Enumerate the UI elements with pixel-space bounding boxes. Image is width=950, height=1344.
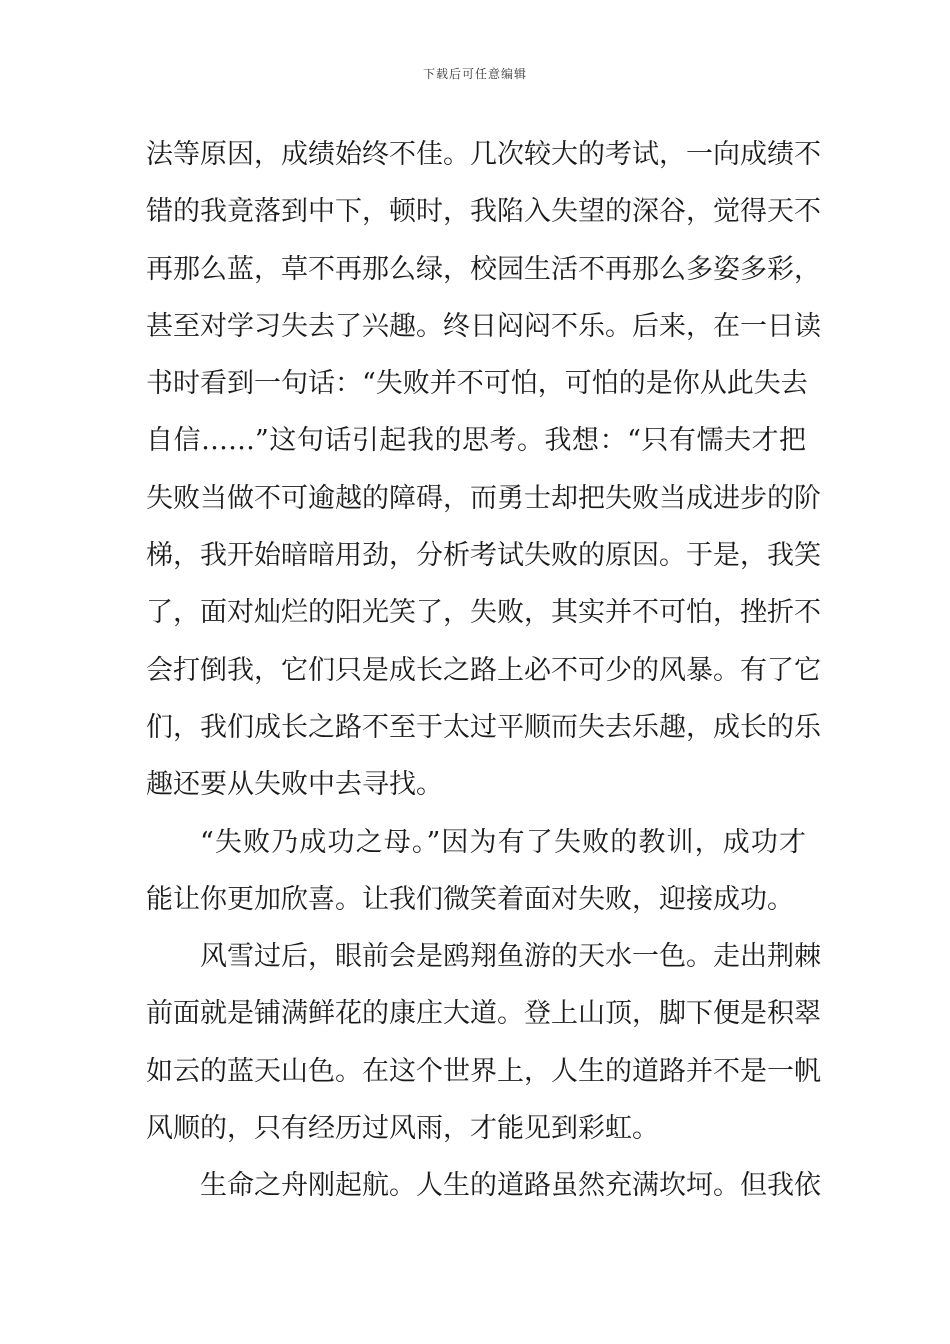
text-line: 错的我竟落到中下，顿时，我陷入失望的深谷，觉得天不 bbox=[146, 196, 821, 228]
text-line: 生命之舟刚起航。人生的道路虽然充满坎坷。但我依 bbox=[200, 1170, 821, 1202]
text-line: 趣还要从失败中去寻找。 bbox=[146, 769, 443, 801]
text-line: 风顺的，只有经历过风雨，才能见到彩虹。 bbox=[146, 1113, 659, 1145]
text-line: 书时看到一句话：“失败并不可怕，可怕的是你从此失去 bbox=[146, 368, 808, 400]
text-line: 会打倒我，它们只是成长之路上必不可少的风暴。有了它 bbox=[146, 654, 821, 686]
text-line: 甚至对学习失去了兴趣。终日闷闷不乐。后来，在一日读 bbox=[146, 310, 821, 342]
text-line: 再那么蓝，草不再那么绿，校园生活不再那么多姿多彩， bbox=[146, 253, 821, 285]
text-line: 失败当做不可逾越的障碍，而勇士却把失败当成进步的阶 bbox=[146, 482, 821, 514]
text-line: 了，面对灿烂的阳光笑了，失败，其实并不可怕，挫折不 bbox=[146, 597, 821, 629]
text-line: 能让你更加欣喜。让我们微笑着面对失败，迎接成功。 bbox=[146, 883, 794, 915]
text-line: 如云的蓝天山色。在这个世界上，人生的道路并不是一帆 bbox=[146, 1055, 821, 1087]
text-line: 风雪过后，眼前会是鸥翔鱼游的天水一色。走出荆棘 bbox=[200, 941, 821, 973]
text-line: 法等原因，成绩始终不佳。几次较大的考试，一向成绩不 bbox=[146, 139, 821, 170]
body-text bbox=[146, 126, 821, 1215]
text-line: 们，我们成长之路不至于太过平顺而失去乐趣，成长的乐 bbox=[146, 711, 821, 743]
page-header: 下载后可任意编辑 bbox=[422, 67, 527, 81]
text-line: 梯，我开始暗暗用劲，分析考试失败的原因。于是，我笑 bbox=[146, 540, 821, 572]
text-line: 前面就是铺满鲜花的康庄大道。登上山顶，脚下便是积翠 bbox=[146, 998, 821, 1030]
text-line: 自信……”这句话引起我的思考。我想：“只有懦夫才把 bbox=[146, 425, 806, 457]
text-line: “失败乃成功之母。”因为有了失败的教训，成功才 bbox=[200, 826, 806, 858]
